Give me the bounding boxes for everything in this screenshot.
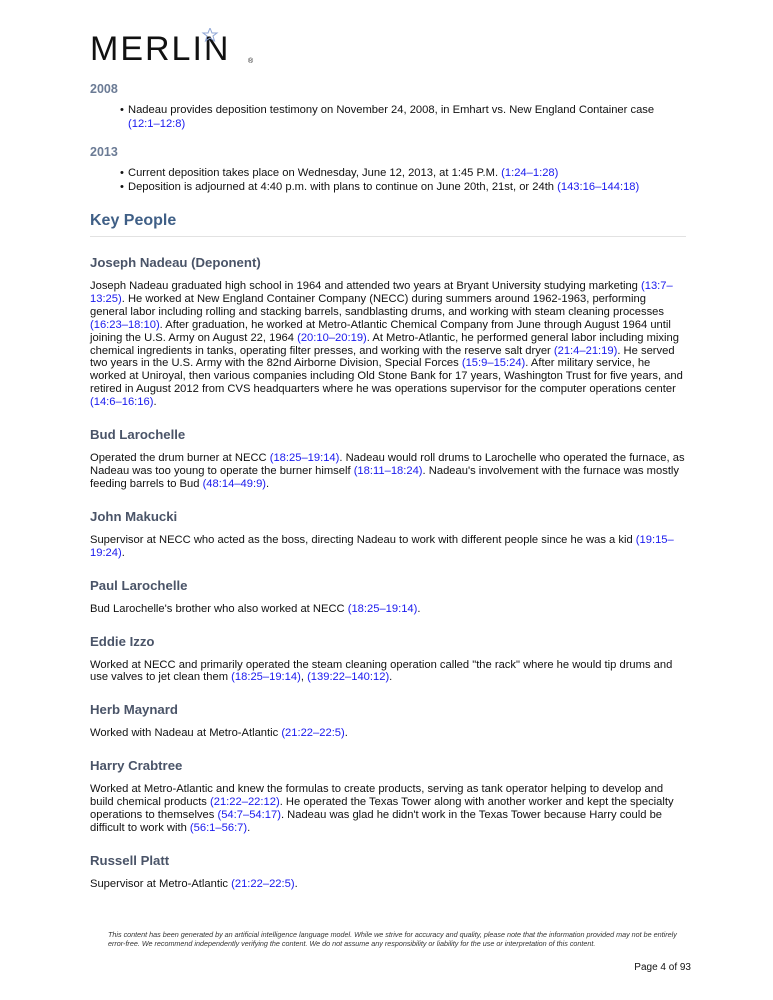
description-text: Worked at NECC and primarily operated the steam cleaning operation called "the rack" where he would tip drums and use valves to jet clean them	[90, 658, 673, 684]
year-heading: 2013	[90, 145, 118, 159]
description-text: . After graduation, he worked at Metro-Atlantic Chemical Company from June through August 1964 until joining the U.S. Army on August 22, 1964	[90, 318, 671, 344]
year-heading: 2008	[90, 82, 118, 96]
person-name: Herb Maynard	[90, 702, 178, 718]
citation-link[interactable]: (16:23–18:10)	[90, 318, 160, 331]
citation-link[interactable]: (14:6–16:16)	[90, 396, 154, 409]
person-section	[90, 427, 686, 491]
description-text: .	[153, 396, 157, 409]
description-text: . He worked at New England Container Company (NECC) during summers around 1962-1963, performing general labor including rolling and stacking barrels, sandblasting drums, and working with steam cleaning processes	[90, 292, 664, 318]
merlin-logo-mark	[90, 28, 260, 68]
person-description	[90, 878, 686, 891]
person-description	[90, 534, 686, 560]
person-section	[90, 702, 686, 740]
citation-link[interactable]: (139:22–140:12)	[307, 671, 390, 684]
description-text: .	[417, 602, 421, 615]
citation-link[interactable]: (21:22–22:5)	[281, 727, 345, 740]
description-text: . He served two years in the U.S. Army with the 82nd Airborne Division, Special Forces	[90, 344, 675, 370]
citation-link[interactable]: (15:9–15:24)	[461, 357, 526, 370]
person-name: Paul Larochelle	[90, 577, 188, 593]
description-text: Worked at Metro-Atlantic and knew the formulas to create products, serving as tank operator helping to develop and build chemical products	[90, 783, 664, 809]
description-text: Supervisor at NECC who acted as the boss, directing Nadeau to work with different people since he was a kid	[90, 533, 636, 546]
person-section	[90, 758, 686, 835]
description-text: .	[266, 477, 270, 490]
description-text: . After military service, he worked at Uniroyal, then various companies including Old Stone Bank for 17 years, Washington Trust for five years, and retired in August 2012 from CVS headquarters where he was operations supervisor for the computer operations center	[90, 357, 683, 396]
description-text: Joseph Nadeau graduated high school in 1964 and attended two years at Bryant University studying marketing	[90, 280, 642, 292]
citation-link[interactable]: (56:1–56:7)	[189, 821, 248, 834]
timeline-item-text: Current deposition takes place on Wednesday, June 12, 2013, at 1:45 P.M.	[128, 167, 502, 179]
citation-link[interactable]: (18:25–19:14)	[269, 452, 340, 465]
person-description	[90, 783, 686, 835]
citation-link[interactable]: (19:15–19:24)	[90, 533, 674, 559]
person-name: Joseph Nadeau (Deponent)	[90, 255, 261, 270]
citation-link[interactable]: (21:22–22:12)	[210, 796, 280, 809]
citation-link[interactable]: (21:4–21:19)	[553, 344, 618, 357]
description-text: .	[121, 546, 125, 559]
person-section	[90, 509, 686, 560]
description-text: . Nadeau would roll drums to Larochelle who operated the furnace, as Nadeau was too young to operate the burner himself	[90, 452, 685, 477]
timeline-list	[90, 104, 686, 131]
timeline-item-text: Nadeau provides deposition testimony on November 24, 2008, in Emhart vs. New England Container case	[128, 104, 655, 116]
description-text: . He operated the Texas Tower along with another worker and kept the specialty operations to themselves	[90, 796, 674, 822]
timeline-section	[90, 82, 686, 194]
timeline-item	[120, 104, 686, 131]
description-text: .	[389, 671, 393, 684]
timeline-list	[90, 167, 686, 194]
citation-link[interactable]: (18:11–18:24)	[353, 464, 423, 477]
person-description	[90, 727, 686, 740]
description-text: ,	[300, 671, 308, 684]
registered-mark: ®	[248, 58, 254, 65]
timeline-item-text: Deposition is adjourned at 4:40 p.m. with plans to continue on June 20th, 21st, or 24th	[128, 180, 558, 193]
page-content	[90, 82, 686, 891]
person-description	[90, 452, 686, 491]
citation-link[interactable]: (13:7–13:25)	[90, 280, 673, 305]
person-description	[90, 280, 686, 409]
citation-link[interactable]: (21:22–22:5)	[231, 877, 295, 890]
page-number: Page 4 of 93	[634, 962, 691, 973]
description-text: . Nadeau's involvement with the furnace was mostly feeding barrels to Bud	[90, 464, 680, 490]
citation-link[interactable]: (12:1–12:8)	[128, 117, 186, 130]
person-name: Harry Crabtree	[90, 758, 183, 774]
citation-link[interactable]: (20:10–20:19)	[297, 331, 367, 344]
description-text: Bud Larochelle's brother who also worked at NECC	[90, 602, 348, 615]
timeline-item	[120, 181, 686, 195]
merlin-logo	[90, 28, 260, 73]
person-section	[90, 255, 686, 409]
person-name: Bud Larochelle	[90, 427, 186, 443]
person-description	[90, 659, 686, 685]
citation-link[interactable]: (18:25–19:14)	[231, 671, 301, 684]
person-section	[90, 578, 686, 616]
logo-wordmark: MERLIN	[90, 30, 231, 68]
citation-link[interactable]: (143:16–144:18)	[557, 180, 640, 193]
description-text: .	[344, 727, 348, 740]
description-text: .	[294, 877, 298, 890]
key-people-heading: Key People	[90, 212, 686, 237]
citation-link[interactable]: (1:24–1:28)	[501, 167, 559, 179]
ai-disclaimer: This content has been generated by an artificial intelligence language model. While we strive for accuracy and quality, please note that the information provided may not be entirely error-free. We recommend independently verifying the content. We do not assume any responsibility or liability for the use or interpretation of this content.	[108, 930, 677, 949]
description-text: Operated the drum burner at NECC	[90, 452, 270, 465]
description-text: . At Metro-Atlantic, he performed general labor including mixing chemical ingredients in tanks, operating filter presses, and working with the reserve salt dryer	[90, 331, 679, 357]
person-name: Russell Platt	[90, 852, 170, 868]
person-section	[90, 853, 686, 891]
person-name: Eddie Izzo	[90, 633, 155, 649]
person-description	[90, 603, 686, 616]
description-text: . Nadeau was glad he didn't work in the Texas Tower because Harry could be difficult to work with	[90, 809, 663, 834]
citation-link[interactable]: (48:14–49:9)	[202, 477, 267, 490]
description-text: Worked with Nadeau at Metro-Atlantic	[90, 727, 282, 740]
person-name: John Makucki	[90, 508, 178, 524]
person-section	[90, 634, 686, 685]
timeline-item	[120, 167, 686, 181]
citation-link[interactable]: (18:25–19:14)	[347, 602, 418, 615]
description-text: .	[247, 821, 251, 834]
people-section	[90, 255, 686, 891]
description-text: Supervisor at Metro-Atlantic	[90, 877, 232, 890]
citation-link[interactable]: (54:7–54:17)	[217, 809, 281, 822]
